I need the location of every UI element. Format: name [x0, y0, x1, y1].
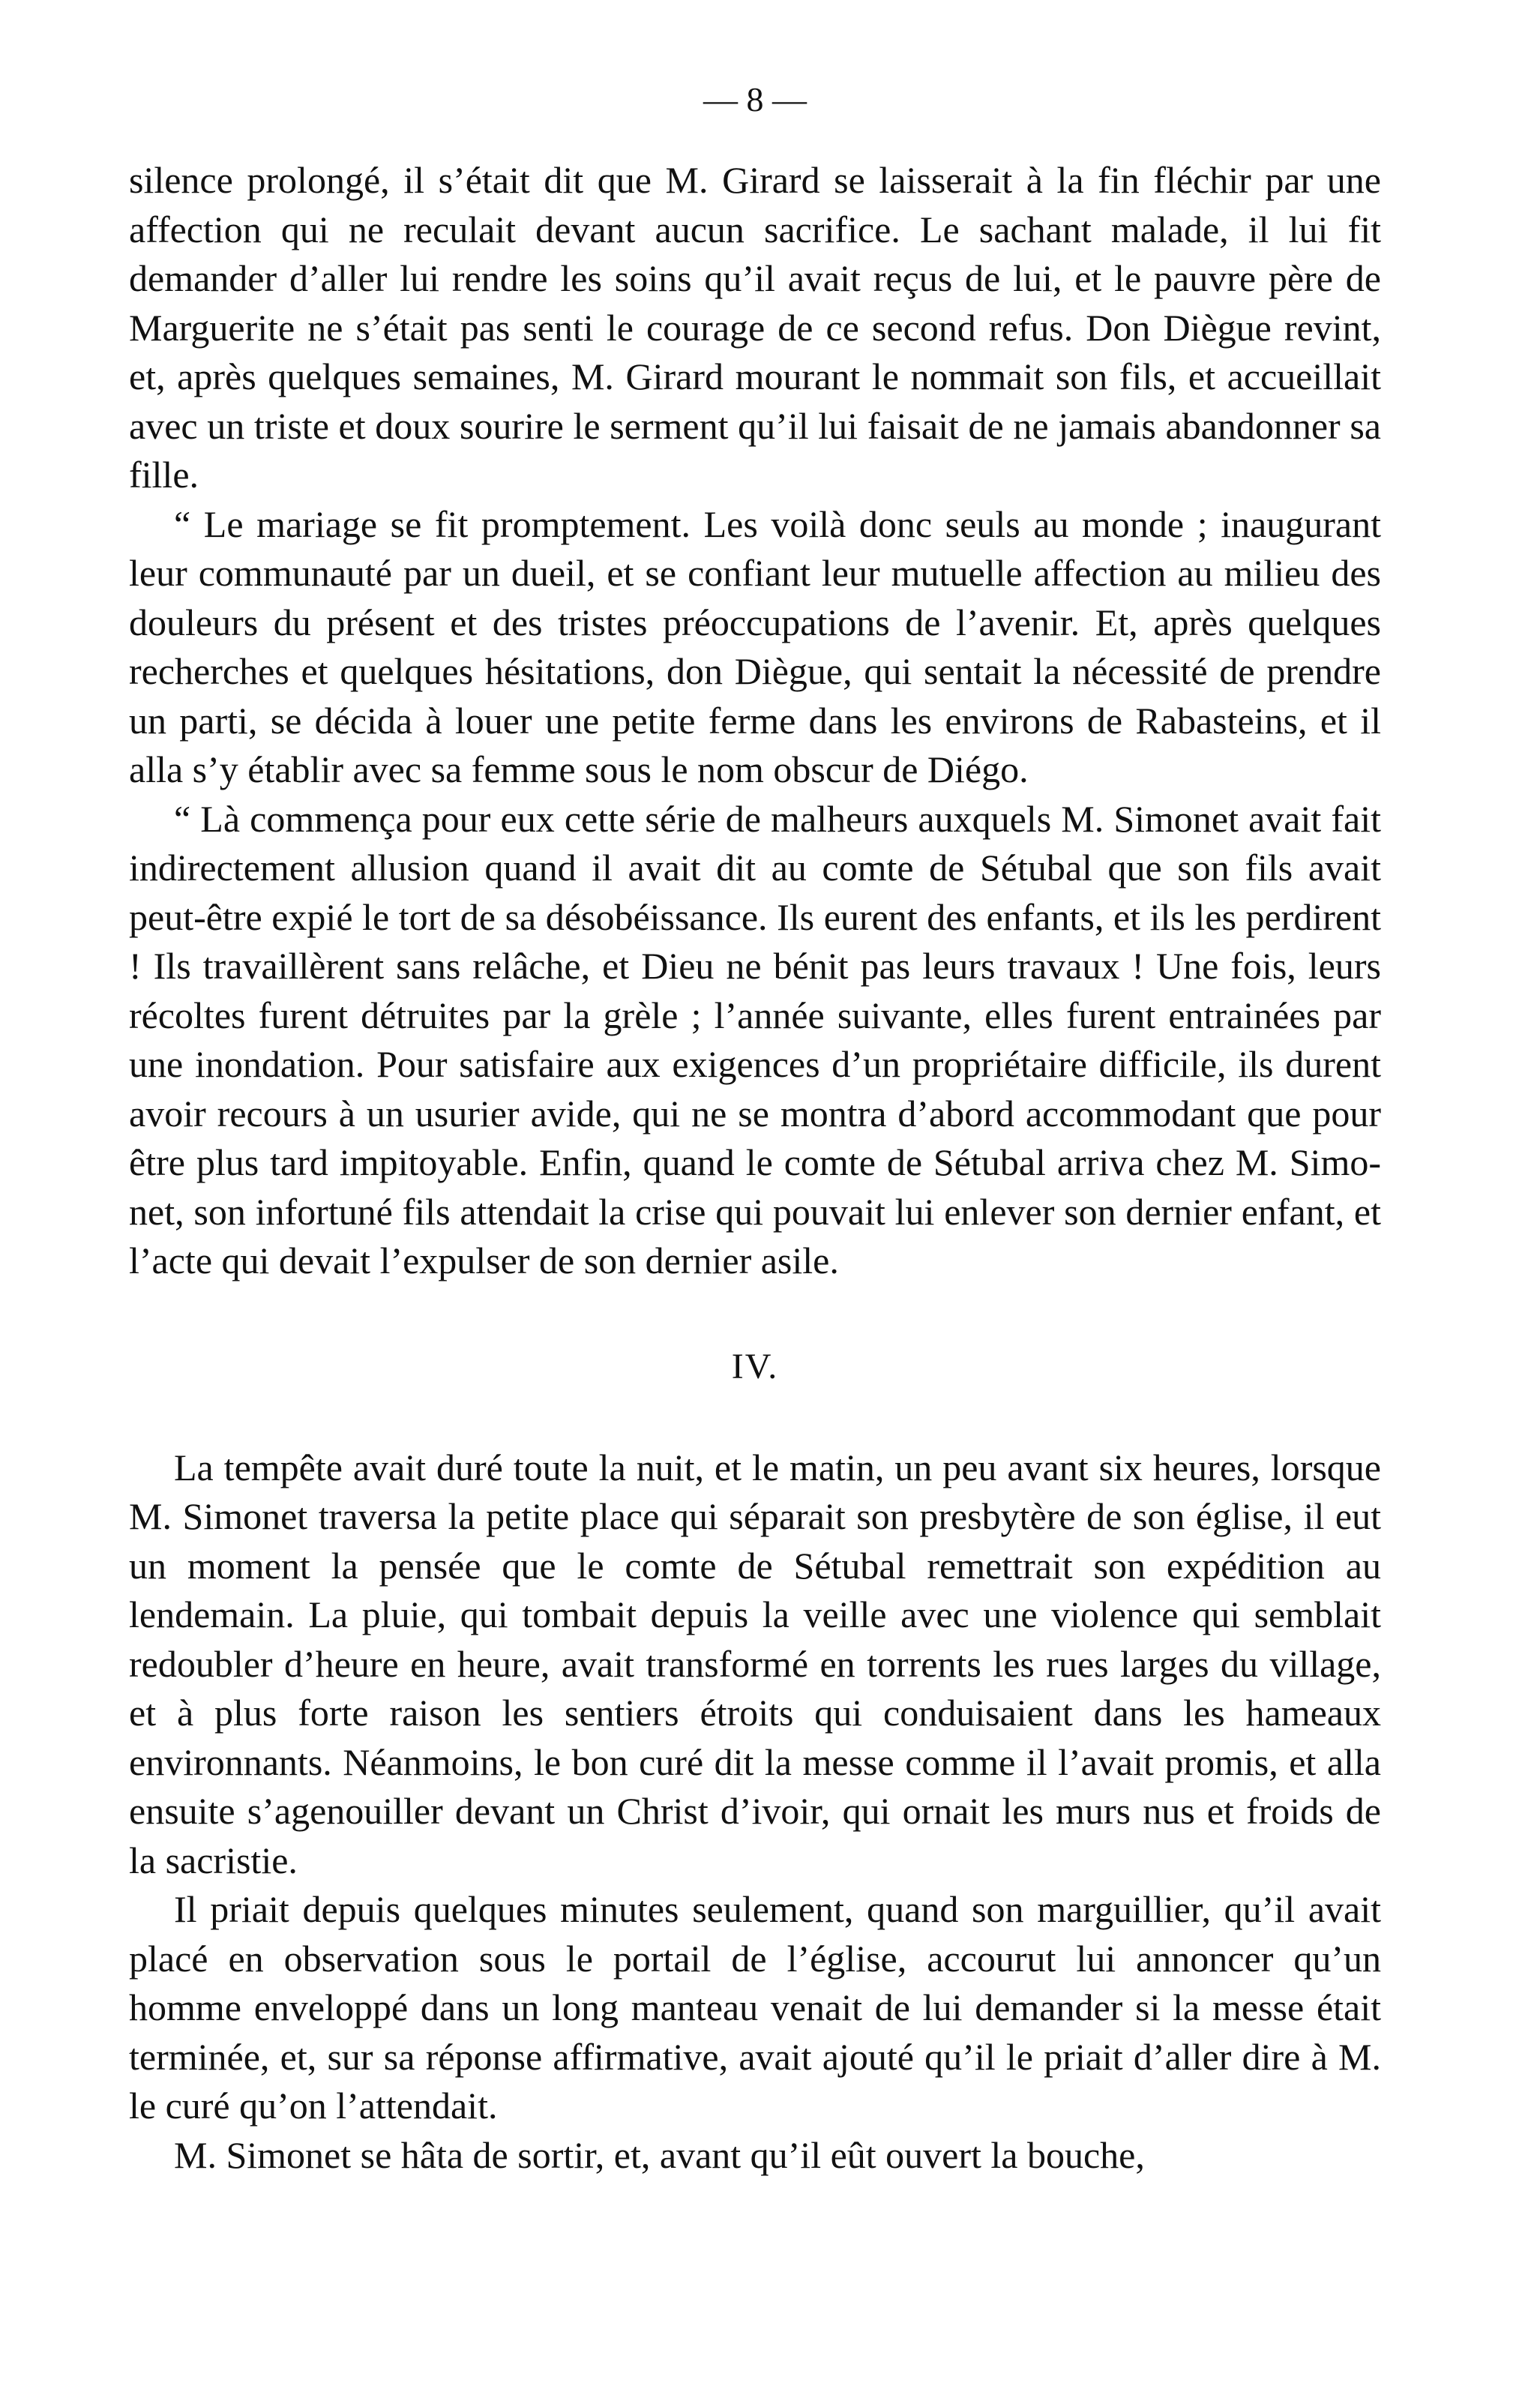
page-number: — 8 —	[703, 80, 807, 118]
paragraph-5: Il priait depuis quelques minutes seulement, quand son marguillier, qu’il avait placé en observation sous le portail de l’église, accourut lui annoncer qu’un homme enveloppé dans un long manteau venait de lui demander si la messe était terminée, et, sur sa réponse affirmative, avait ajouté qu’il le priait d’aller dire à M. le curé qu’on l’attendait.	[129, 1888, 1381, 2127]
paragraph-2: “ Le mariage se fit promptement. Les voilà donc seuls au monde ; inaugurant leur communauté par un dueil, et se confiant leur mutuelle affection au milieu des douleurs du présent et des tristes préoccupations de l’avenir. Et, après quelques recherches et quelques hésitations, don Diègue, qui sentait la nécessité de prendre un parti, se décida à louer une petite ferme dans les environs de Rabasteins, et il alla s’y établir avec sa femme sous le nom obscur de Diégo.	[129, 502, 1381, 790]
paragraph-1: silence prolongé, il s’était dit que M. Girard se laisserait à la fin fléchir par une affection qui ne reculait devant aucun sacrifice. Le sachant malade, il lui fit demander d’aller lui rendre les soins qu’il avait reçus de lui, et le pauvre père de Marguerite ne s’était pas senti le courage de ce second refus. Don Diègue revint, et, après quelques semaines, M. Girard mourant le nommait son fils, et accueillait avec un triste et doux sourire le serment qu’il lui faisait de ne jamais abandonner sa fille.	[129, 159, 1381, 496]
paragraph-6: M. Simonet se hâta de sortir, et, avant qu’il eût ouvert la bouche,	[174, 2133, 1145, 2176]
section-heading: IV.	[731, 1346, 779, 1386]
paragraph-3: “ Là commença pour eux cette série de malheurs auxquels M. Simonet avait fait indirectement allusion quand il avait dit au comte de Sétubal que son fils avait peut-être expié le tort de sa désobéissance. Ils eurent des enfants, et ils les perdirent ! Ils travaillèrent sans relâche, et Dieu ne bénit pas leurs travaux ! Une fois, leurs récoltes furent détruites par la grèle ; l’année suivante, elles furent entrainées par une inondation. Pour satisfaire aux exigences d’un propriétaire difficile, ils durent avoir recours à un usurier avide, qui ne se montra d’abord accommodant que pour être plus tard impitoyable. Enfin, quand le comte de Sétubal arriva chez M. Simonet, son infortuné fils attendait la crise qui pouvait lui enlever son dernier enfant, et l’acte qui devait l’expulser de son dernier asile.	[129, 797, 1381, 1281]
book-page	[129, 82, 1381, 2180]
paragraph-4: La tempête avait duré toute la nuit, et le matin, un peu avant six heures, lorsque M. Simonet traversa la petite place qui séparait son presbytère de son église, il eut un moment la pensée que le comte de Sétubal remettrait son expédition au lendemain. La pluie, qui tombait depuis la veille avec une violence qui semblait redoubler d’heure en heure, avait transformé en torrents les rues larges du village, et à plus forte raison les sentiers étroits qui conduisaient dans les hameaux environnants. Néanmoins, le bon curé dit la messe comme il l’avait promis, et alla ensuite s’agenouiller devant un Christ d’ivoir, qui ornait les murs nus et froids de la sacristie.	[129, 1446, 1381, 1881]
